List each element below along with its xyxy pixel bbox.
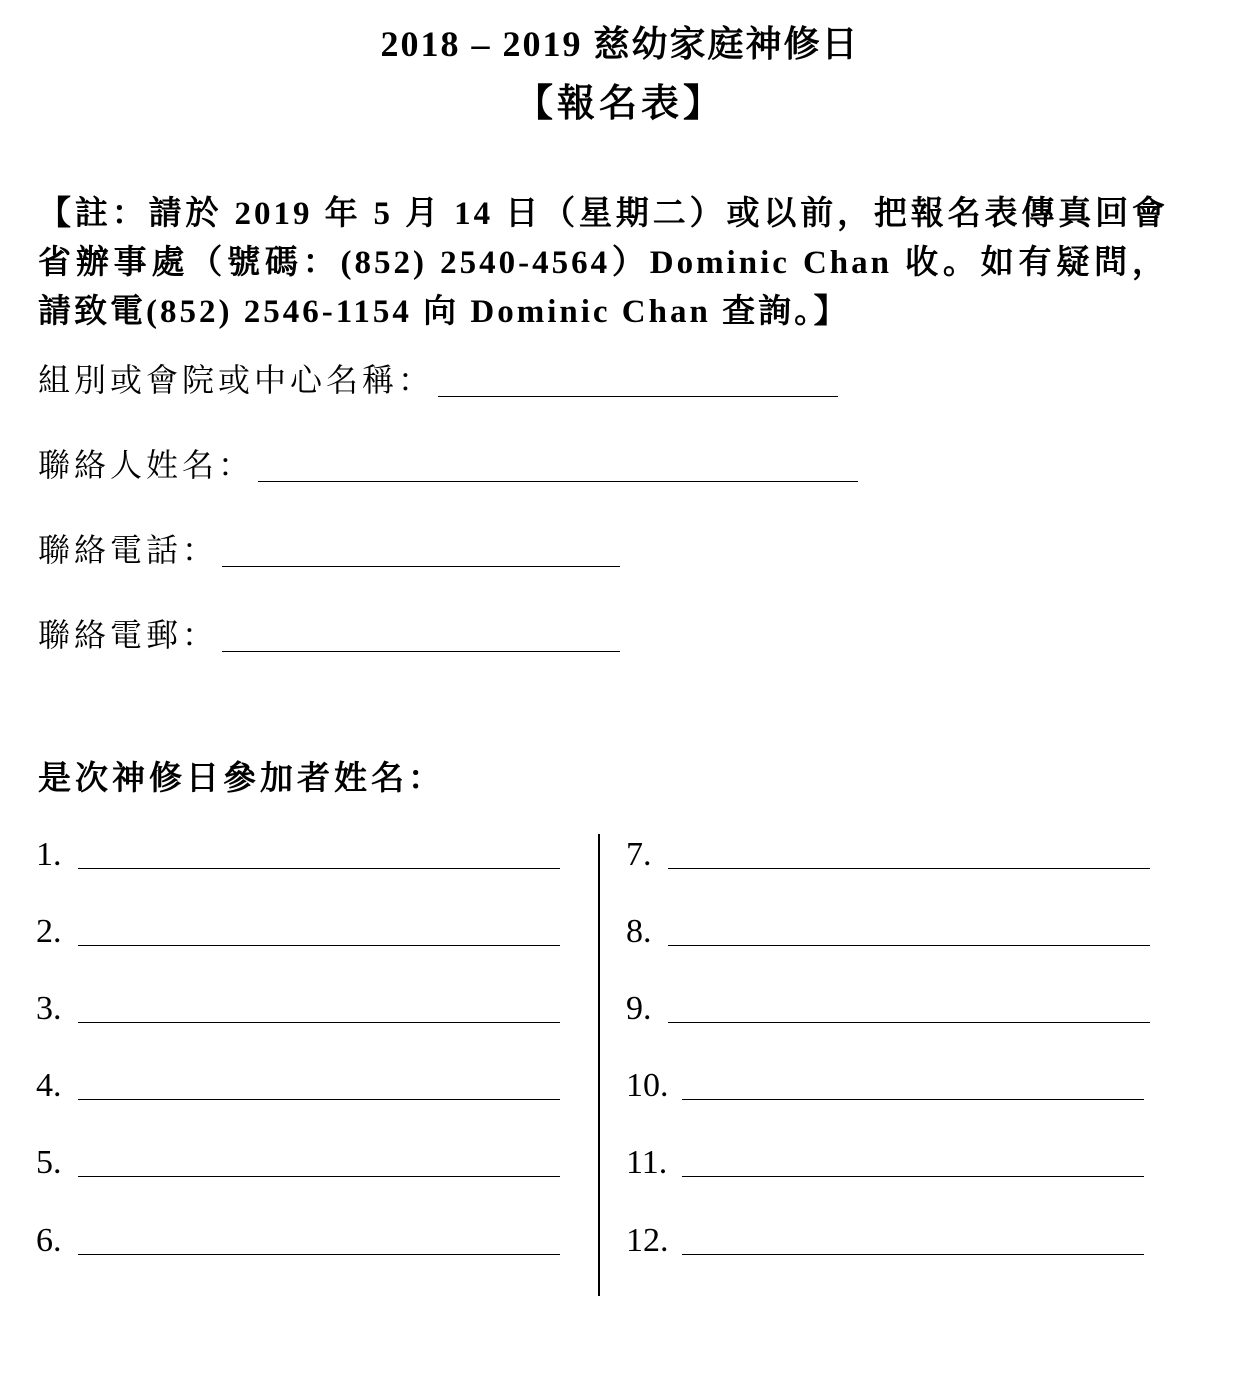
participant-entry-7 bbox=[626, 836, 1150, 874]
participant-entry-12 bbox=[626, 1222, 1144, 1260]
column-divider bbox=[598, 834, 600, 1296]
participant-number: 9. bbox=[626, 990, 652, 1027]
participant-entry-8 bbox=[626, 913, 1150, 951]
contact-phone-label: 聯絡電話： bbox=[38, 532, 219, 568]
contact-name-blank[interactable] bbox=[258, 451, 858, 482]
participant-blank[interactable] bbox=[668, 838, 1150, 869]
participant-blank[interactable] bbox=[78, 915, 560, 946]
participant-entry-3 bbox=[36, 990, 560, 1028]
participant-number: 12. bbox=[626, 1222, 669, 1259]
participant-entry-9 bbox=[626, 990, 1150, 1028]
participant-number: 2. bbox=[36, 913, 62, 950]
participant-number: 8. bbox=[626, 913, 652, 950]
participant-number: 10. bbox=[626, 1067, 669, 1104]
participant-blank[interactable] bbox=[682, 1224, 1144, 1255]
participant-blank[interactable] bbox=[78, 838, 560, 869]
participant-entry-4 bbox=[36, 1067, 560, 1105]
participant-blank[interactable] bbox=[682, 1146, 1144, 1177]
contact-name-field bbox=[38, 440, 858, 486]
participant-number: 4. bbox=[36, 1067, 62, 1104]
participant-entry-10 bbox=[626, 1067, 1144, 1105]
participant-blank[interactable] bbox=[78, 1146, 560, 1177]
participants-heading: 是次神修日參加者姓名： bbox=[38, 761, 445, 797]
group-name-label: 組別或會院或中心名稱： bbox=[38, 362, 435, 398]
contact-name-label: 聯絡人姓名： bbox=[38, 447, 255, 483]
participant-entry-11 bbox=[626, 1144, 1144, 1182]
participant-blank[interactable] bbox=[668, 992, 1150, 1023]
registration-note: 【註：請於 2019 年 5 月 14 日（星期二）或以前，把報名表傳真回會省辦事處（號碼：(852) 2540-4564）Dominic Chan 收。如有疑問，請致電(852) 2546-1154 向 Dominic Chan 查詢。】 bbox=[38, 196, 1168, 330]
contact-email-blank[interactable] bbox=[222, 621, 620, 652]
participant-number: 5. bbox=[36, 1144, 62, 1181]
form-title: 2018 – 2019 慈幼家庭神修日 bbox=[380, 24, 860, 64]
participant-blank[interactable] bbox=[682, 1069, 1144, 1100]
participant-entry-6 bbox=[36, 1222, 560, 1260]
participant-entry-2 bbox=[36, 913, 560, 951]
participant-number: 3. bbox=[36, 990, 62, 1027]
form-subtitle: 【報名表】 bbox=[514, 83, 725, 125]
participant-number: 11. bbox=[626, 1144, 668, 1181]
contact-phone-blank[interactable] bbox=[222, 536, 620, 567]
contact-email-field bbox=[38, 610, 620, 656]
participant-blank[interactable] bbox=[668, 915, 1150, 946]
participant-entry-1 bbox=[36, 836, 560, 874]
group-name-field bbox=[38, 355, 838, 401]
participant-blank[interactable] bbox=[78, 1069, 560, 1100]
participant-number: 6. bbox=[36, 1222, 62, 1259]
participant-number: 1. bbox=[36, 836, 62, 873]
participant-number: 7. bbox=[626, 836, 652, 873]
contact-email-label: 聯絡電郵： bbox=[38, 617, 219, 653]
participant-blank[interactable] bbox=[78, 992, 560, 1023]
contact-phone-field bbox=[38, 525, 620, 571]
participant-entry-5 bbox=[36, 1144, 560, 1182]
participant-blank[interactable] bbox=[78, 1224, 560, 1255]
group-name-blank[interactable] bbox=[438, 366, 838, 397]
